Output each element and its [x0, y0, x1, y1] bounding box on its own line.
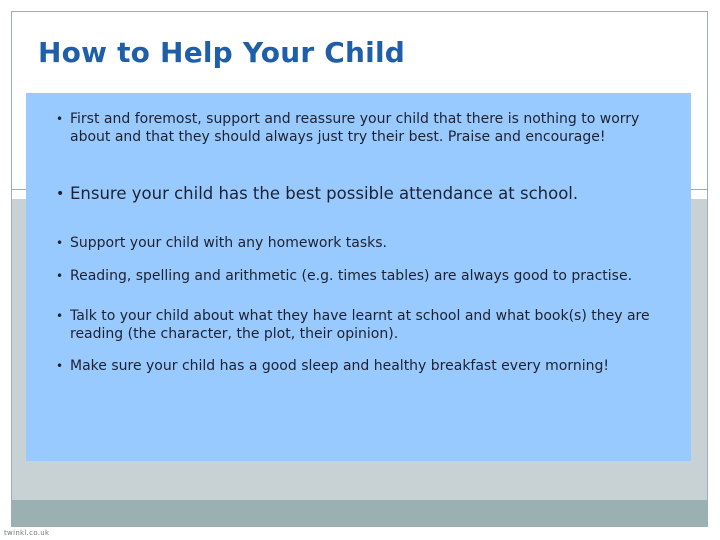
bullet-icon: •: [56, 359, 64, 373]
bullet-icon: •: [56, 112, 64, 126]
bullet-item-support: [56, 110, 671, 183]
bullet-icon: •: [56, 186, 65, 202]
bullet-item-sleep: [56, 357, 671, 377]
bullet-item-talk: [56, 307, 671, 357]
bullet-item-practise: [56, 267, 671, 307]
bullet-list: [56, 110, 671, 377]
bullet-text: First and foremost, support and reassure your child that there is nothing to worry about and that they should always just try their best. Praise and encourage!: [70, 111, 640, 145]
bullet-text: Reading, spelling and arithmetic (e.g. times tables) are always good to practise.: [70, 268, 633, 284]
bullet-icon: •: [56, 269, 64, 283]
slide-title: How to Help Your Child: [38, 36, 406, 69]
bullet-item-homework: [56, 234, 671, 267]
bullet-text: Make sure your child has a good sleep and healthy breakfast every morning!: [70, 358, 610, 374]
content-box: [26, 93, 691, 461]
bullet-text: Support your child with any homework tasks.: [70, 235, 387, 251]
bullet-text: Ensure your child has the best possible attendance at school.: [70, 184, 579, 203]
bullet-icon: •: [56, 236, 64, 250]
footer-strip: [12, 500, 707, 526]
watermark: twinkl.co.uk: [4, 529, 50, 537]
bullet-item-attendance: [56, 183, 671, 234]
bullet-text: Talk to your child about what they have learnt at school and what book(s) they are reading (the character, the plot, their opinion).: [70, 308, 650, 342]
bullet-icon: •: [56, 309, 64, 323]
